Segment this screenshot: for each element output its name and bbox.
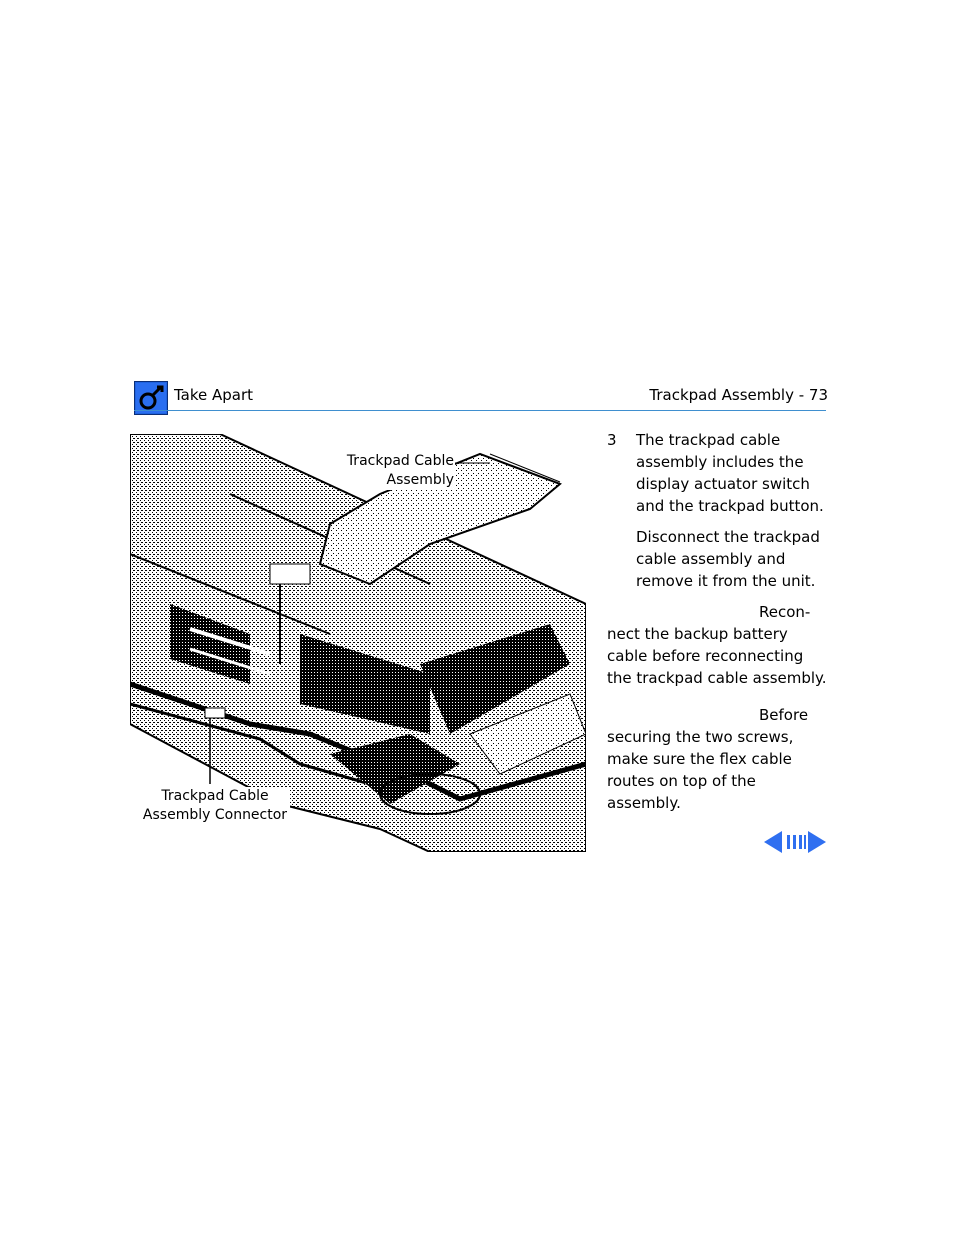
note-1-text: Recon- nect the backup battery cable before reconnecting the trackpad cable assembly. (607, 603, 827, 687)
page-navigation (764, 830, 826, 854)
step-body (607, 429, 829, 592)
section-title: Take Apart (174, 386, 254, 404)
left-arrow-icon[interactable] (764, 831, 782, 853)
page-bars-icon[interactable] (787, 835, 806, 849)
page-title: Trackpad Assembly - 73 (649, 386, 828, 404)
note-flex-cable (607, 704, 829, 814)
note-reconnect-battery (607, 601, 829, 689)
step-number: 3 (607, 431, 617, 449)
step-paragraph-2: Disconnect the trackpad cable assembly and remove it from the unit. (636, 528, 820, 590)
header-divider (134, 410, 826, 411)
callout-trackpad-cable-connector: Trackpad Cable Assembly Connector (140, 787, 290, 825)
right-arrow-icon[interactable] (808, 831, 826, 853)
instructions (607, 429, 829, 814)
note-2-text: Before securing the two screws, make sure the flex cable routes on top of the assembly. (607, 706, 809, 812)
callout-trackpad-cable-assembly: Trackpad Cable Assembly (346, 453, 454, 488)
step-paragraph-1: The trackpad cable assembly includes the display actuator switch and the trackpad button. (636, 431, 824, 515)
